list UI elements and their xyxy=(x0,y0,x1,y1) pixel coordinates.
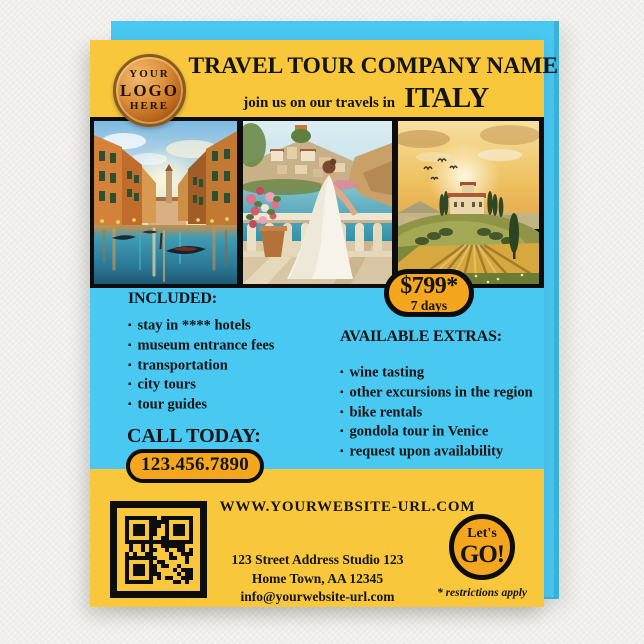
logo-placeholder-badge xyxy=(113,54,186,127)
list-item: ▪ museum entrance fees xyxy=(128,336,274,356)
list-item: ▪ gondola tour in Venice xyxy=(340,422,533,442)
photo-strip xyxy=(90,117,544,288)
included-heading: INCLUDED: xyxy=(128,290,217,307)
call-today-label: CALL TODAY: xyxy=(127,425,261,447)
list-item: ▪ wine tasting xyxy=(340,363,533,383)
list-item: ▪ transportation xyxy=(128,356,274,376)
header-titles xyxy=(188,53,559,115)
email-address: info@yourwebsite-url.com xyxy=(240,589,395,604)
website-url: WWW.YOURWEBSITE-URL.COM xyxy=(219,499,476,515)
photo-venice-canal xyxy=(94,121,237,284)
logo-line: HERE xyxy=(129,100,170,112)
list-item: ▪ other excursions in the region xyxy=(340,383,533,403)
list-item: ▪ tour guides xyxy=(128,395,274,415)
price-text: $799* xyxy=(400,273,458,300)
phone-number-badge: 123.456.7890 xyxy=(126,449,264,483)
lets-go-badge xyxy=(449,514,515,580)
go-badge-line: Let's xyxy=(467,526,497,541)
photo-balcony-woman xyxy=(243,121,392,284)
photo-tuscany-villa xyxy=(398,121,539,284)
destination-name: ITALY xyxy=(404,82,489,114)
address-line: Home Town, AA 12345 xyxy=(251,570,384,586)
list-item: ▪ city tours xyxy=(128,375,274,395)
list-item: ▪ stay in **** hotels xyxy=(128,316,274,336)
list-item: ▪ bike rentals xyxy=(340,403,533,423)
price-badge xyxy=(384,269,474,317)
subtitle-text: join us on our travels in xyxy=(243,95,396,111)
extras-heading: AVAILABLE EXTRAS: xyxy=(340,328,502,345)
logo-line: YOUR xyxy=(129,68,170,80)
logo-line: LOGO xyxy=(119,81,179,100)
flyer-footer xyxy=(90,469,544,607)
list-item: ▪ request upon availability xyxy=(340,442,533,462)
address-line: 123 Street Address Studio 123 xyxy=(231,552,404,567)
restrictions-note: * restrictions apply xyxy=(436,587,528,599)
extras-list xyxy=(340,363,533,462)
company-name: TRAVEL TOUR COMPANY NAME xyxy=(188,53,559,78)
travel-flyer xyxy=(90,40,559,607)
address-block xyxy=(190,551,445,607)
included-list xyxy=(128,316,274,415)
duration-text: 7 days xyxy=(410,298,448,314)
go-badge-line: GO! xyxy=(459,541,505,568)
